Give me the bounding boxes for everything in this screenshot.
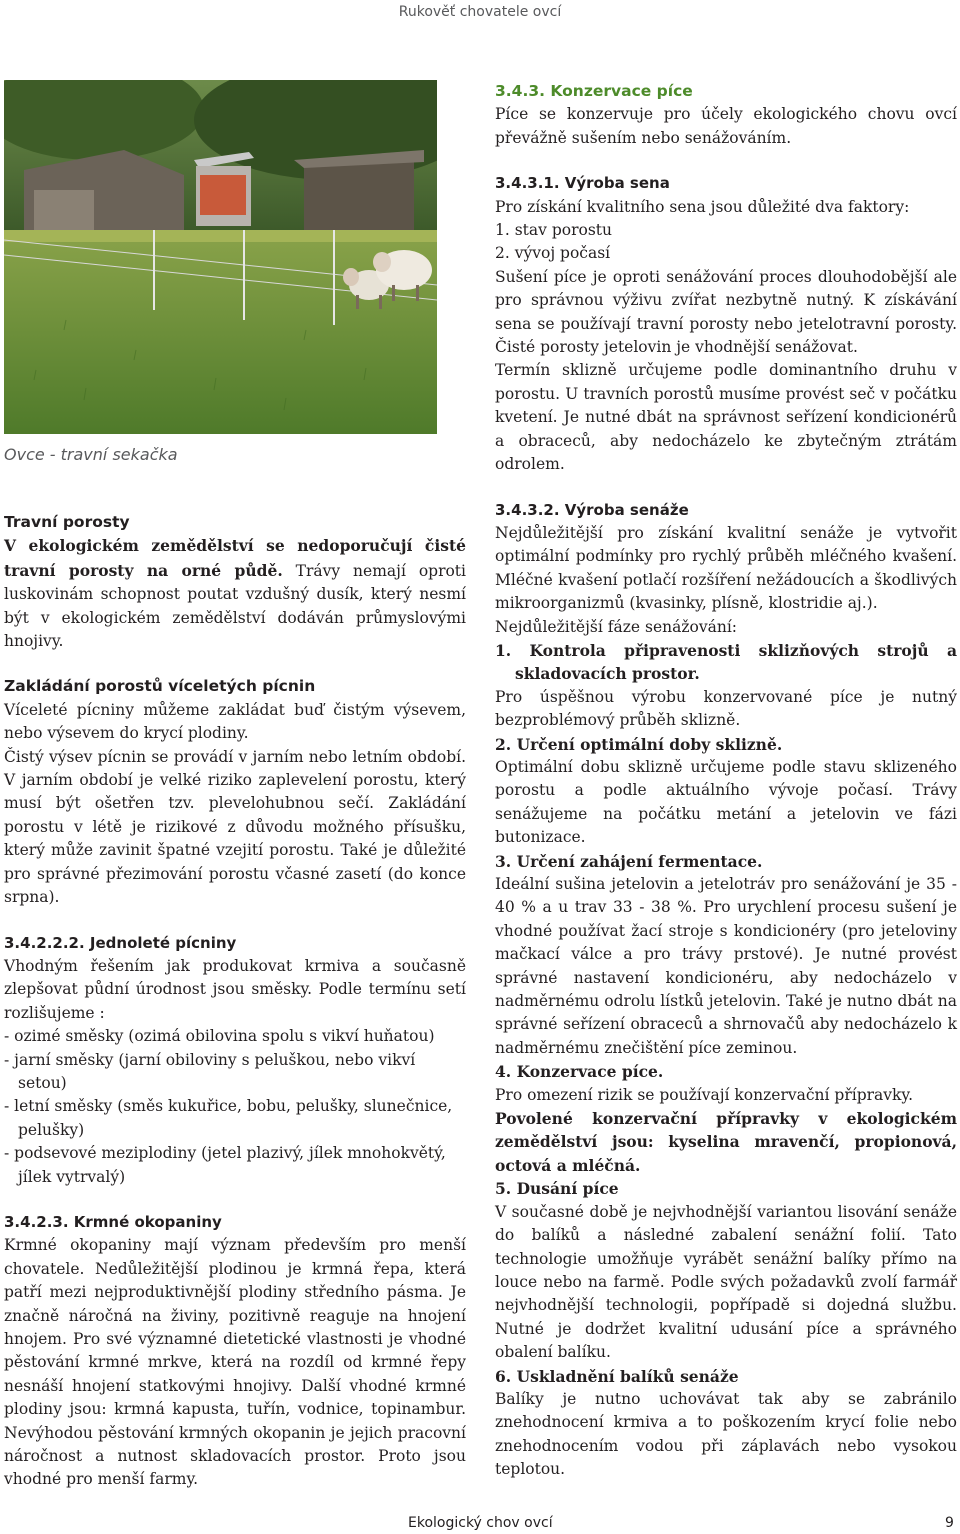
step-text-3: Ideální sušina jetelovin a jetelotráv pro senážování je 35 - 40 % a u trav 33 - 38 %. Pro urychlení procesu sušení je vhodné používat žací stroje s kondicionéry (pro jeteloviny mačkací válce a pro trávy prstové). Je nutné provést správné nastavení kondicionéru, aby nedocházelo v nadměrnému odrolu lístků jetelovin. Také je nutno dbát na správné seřízení obraceců a shrnovačů aby nedocházelo k nadměrnému znečištění píce zeminou.: [495, 875, 957, 1057]
section-heading-zakladani: Zakládání porostů víceletých pícnin: [4, 677, 316, 696]
step-text-1: Pro úspěšnou výrobu konzervované píce je nutný bezproblémový průběh sklizně.: [495, 687, 957, 730]
travni-paragraph: [4, 534, 466, 653]
seno-p1: Pro získání kvalitního sena jsou důležité dva faktory:: [495, 197, 910, 216]
step-heading-3: 3. Určení zahájení fermentace.: [495, 851, 763, 871]
page-number: 9: [945, 1515, 954, 1531]
seno-factor-2: 2. vývoj počasí: [495, 244, 611, 263]
step-text-5: V současné době je nejvhodnější variantou lisování senáže do balíků a následné zabalení senážní folií. Tato technologie umožňuje vyrábět senážní balíky přímo na louce nebo na farmě. Podle svých požadavků zvolí farmář nejvhodnější technologii, popřípadě si dojedná službu. Nutné je dodržet kvalitní udusání píce a správného obalení balíku.: [495, 1202, 957, 1362]
jednolete-p1: Vhodným řešením jak produkovat krmiva a současně zlepšovat půdní úrodnost jsou směsky. Podle termínu setí rozlišujeme :: [4, 956, 466, 1022]
konzervace-p1: Píce se konzervuje pro účely ekologického chovu ovcí převážně sušením nebo senážováním.: [495, 105, 957, 147]
smesky-list: [4, 1025, 466, 1189]
seno-p3: Termín sklizně určujeme podle dominantního druhu v porostu. U travních porostů musíme provést seč v počátku kvetení. Je nutné dbát na správnost seřízení kondicionérů a obraceců, aby nedocházelo ke zbytečným ztrátám odrolem.: [495, 361, 957, 474]
section-heading-jednolete: 3.4.2.2.2. Jednoleté pícniny: [4, 933, 237, 952]
zakladani-p2: Čistý výsev pícnin se provádí v jarním nebo letním období. V jarním období je velké riziko zaplevelení porostu, který musí být ošetřen tzv. plevelohubnou sečí. Zakládání porostu v létě je rizikové z důvodu možného přísušku, který může zavinit špatné vzejití porostu. Také je důležité pro správné přezimování porostu včasné zasetí (do konce srpna).: [4, 747, 466, 907]
step-text-2: Optimální dobu sklizně určujeme podle stavu sklizeného porostu a podle aktuálního vývoje počasí. Trávy senážujeme na počátku metání a jetelovin ve fázi butonizace.: [495, 757, 957, 847]
right-column: [495, 80, 957, 1482]
seno-factor-1: 1. stav porostu: [495, 221, 612, 240]
step-heading-2: 2. Určení optimální doby sklizně.: [495, 734, 783, 754]
list-item: - podsevové meziplodiny (jetel plazivý, jílek mnohokvětý, jílek vytrvalý): [4, 1144, 446, 1186]
travni-text: Trávy nemají oproti luskovinám schopnost poutat vzdušný dusík, který nesmí být v ekologickém zemědělství dodáván průmyslovými hnojivy.: [4, 561, 466, 651]
section-heading-krmne: 3.4.2.3. Krmné okopaniny: [4, 1212, 222, 1231]
senaz-p1: Nejdůležitější pro získání kvalitní senáže je vytvořit optimální podmínky pro rychlý průběh mléčného kvašení. Mléčné kvašení potlačí rozšíření nežádoucích a škodlivých mikroorganizmů (kvasinky, plísně, klostridie aj.).: [495, 523, 957, 613]
section-heading-travni: Travní porosty: [4, 513, 130, 531]
step-heading-6: 6. Uskladnění balíků senáže: [495, 1366, 739, 1386]
step-heading-4: 4. Konzervace píce.: [495, 1062, 664, 1082]
step-heading-1: 1. Kontrola připravenosti sklizňových strojů a skladovacích prostor.: [495, 640, 957, 684]
step-text-4: Pro omezení rizik se používají konzervační přípravky.: [495, 1085, 914, 1104]
krmne-p1: Krmné okopaniny mají význam především pro menší chovatele. Nedůležitější plodinou je krmná řepa, která patří mezi nejproduktivnější plodiny středního pásma. Je značně náročná na živiny, pozitivně reaguje na hnojení hnojem. Pro své významné dietetické vlastnosti je vhodné pěstování krmné mrkve, která na rozdíl od krmné řepy nesnáší hnojení statkovými hnojivy. Další vhodné krmné plodiny jsou: krmná kapusta, tuřín, vodnice, topinambur. Nevýhodou pěstování krmných okopanin je jejich pracovní náročnost a nutnost skladovacích prostor. Proto jsou vhodné pro menší farmy.: [4, 1236, 466, 1489]
running-header: Rukověť chovatele ovcí: [398, 4, 562, 20]
photo-caption: Ovce - travní sekačka: [4, 445, 178, 464]
sheep-pasture-illustration: [4, 80, 437, 434]
list-item: - jarní směsky (jarní obiloviny s peluškou, nebo vikví setou): [4, 1050, 416, 1092]
seno-p2: Sušení píce je oproti senážování proces dlouhodobější ale pro správnou výživu zvířat nezbytně nutný. K získávání sena se používají travní porosty nebo jetelotravní porosty. Čisté porosty jetelovin je vhodnější senážovat.: [495, 267, 957, 357]
step-text-4-bold: Povolené konzervační přípravky v ekologickém zemědělství jsou: kyselina mravenčí, propionová, octová a mléčná.: [495, 1109, 957, 1175]
sheep-photo: [4, 80, 437, 434]
step-text-6: Balíky je nutno uchovávat tak aby se zabránilo znehodnocení krmiva a to poškozením krycí folie nebo znehodnocením vodou při záplavách nebo vysokou teplotou.: [495, 1389, 957, 1479]
list-item: - letní směsky (směs kukuřice, bobu, pelušky, slunečnice, pelušky): [4, 1097, 453, 1139]
left-column: [4, 511, 466, 1492]
zakladani-p1: Víceleté pícniny můžeme zakládat buď čistým výsevem, nebo výsevem do krycí plodiny.: [4, 700, 466, 743]
section-heading-seno: 3.4.3.1. Výroba sena: [495, 174, 670, 193]
running-footer: Ekologický chov ovcí: [408, 1515, 553, 1531]
section-heading-konzervace: 3.4.3. Konzervace píce: [495, 82, 693, 100]
senaz-p2: Nejdůležitější fáze senážování:: [495, 617, 737, 636]
step-heading-5: 5. Dusání píce: [495, 1179, 619, 1199]
travni-bold: V ekologickém zemědělství se nedoporučují čisté travní porosty na orné půdě.: [4, 536, 466, 580]
section-heading-senaz: 3.4.3.2. Výroba senáže: [495, 500, 689, 519]
list-item: - ozimé směsky (ozimá obilovina spolu s vikví huňatou): [4, 1027, 435, 1046]
